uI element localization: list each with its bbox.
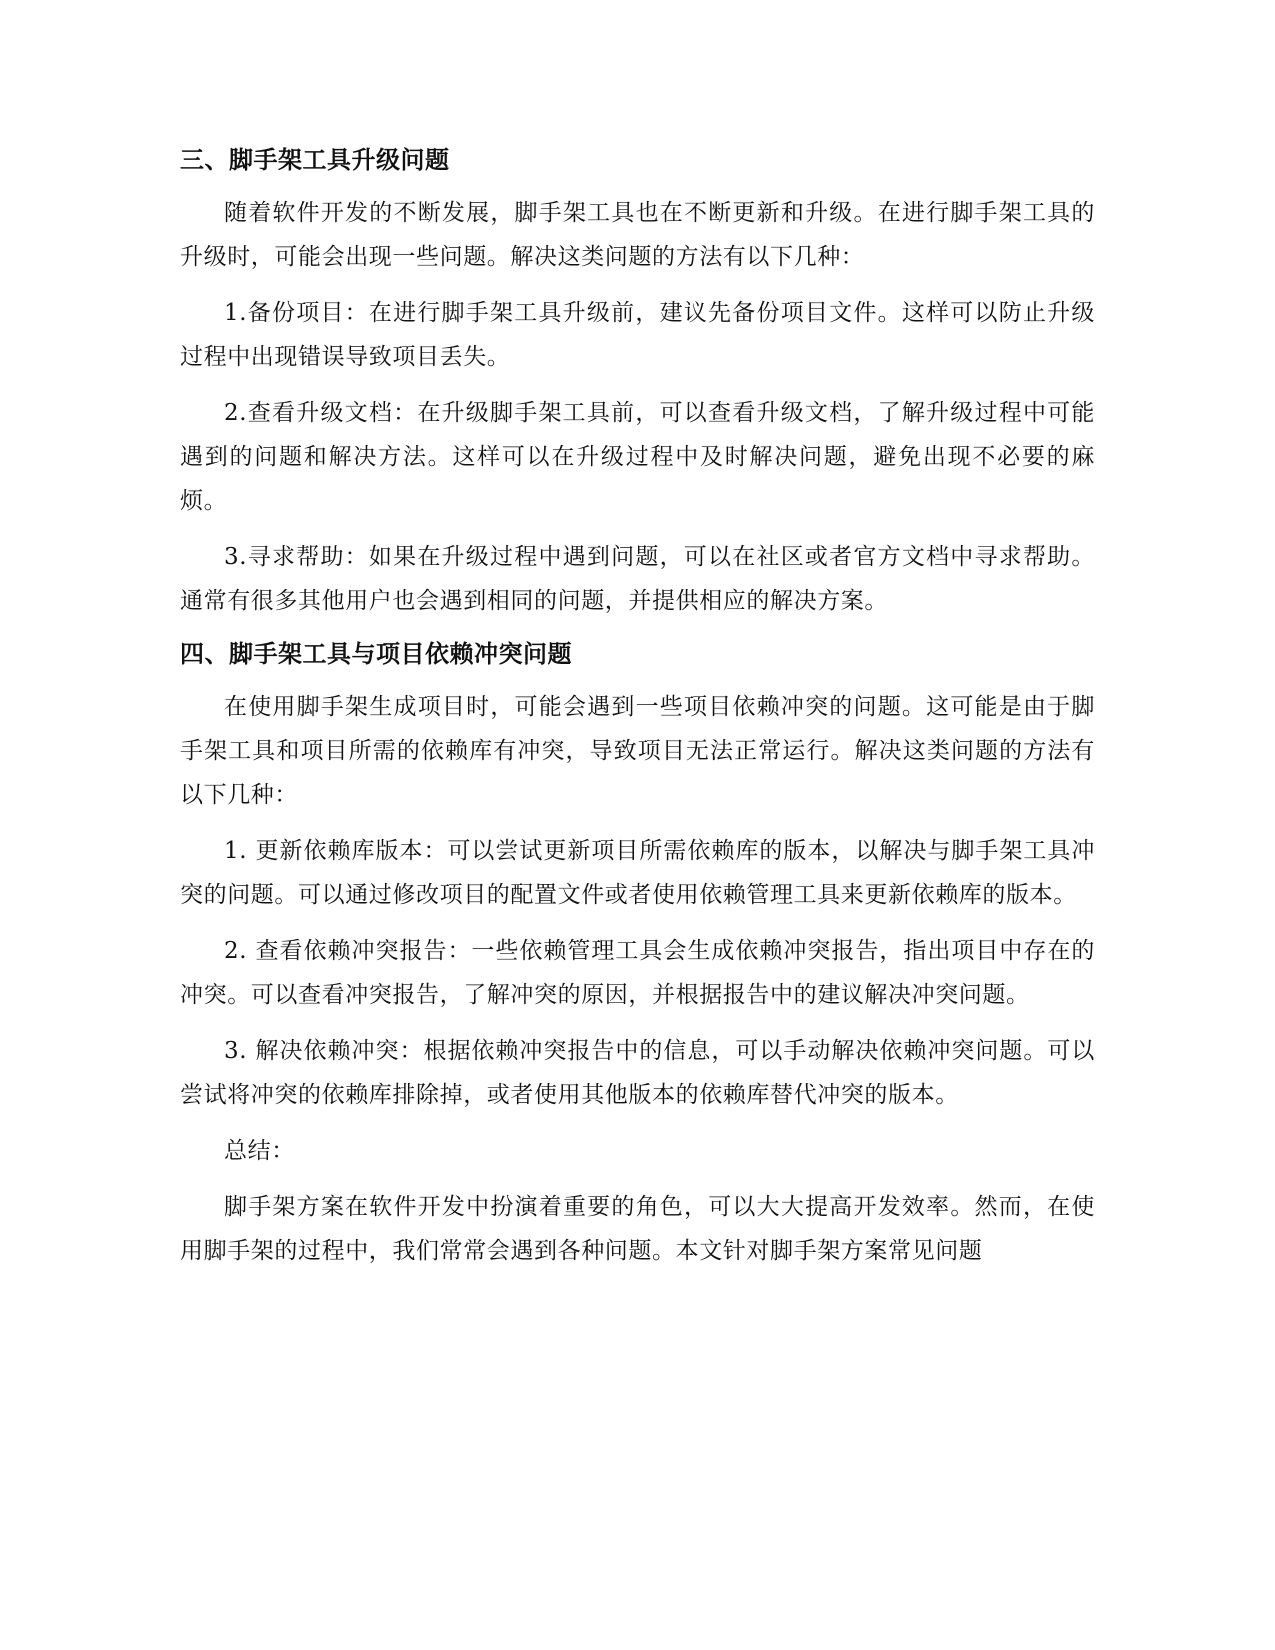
section-3 — [180, 141, 1095, 623]
section-heading: 四、脚手架工具与项目依赖冲突问题 — [180, 640, 572, 668]
list-item: 1.备份项目：在进行脚手架工具升级前，建议先备份项目文件。这样可以防止升级过程中出现错误导致项目丢失。 — [180, 300, 1095, 370]
list-item: 3. 解决依赖冲突：根据依赖冲突报告中的信息，可以手动解决依赖冲突问题。可以尝试将冲突的依赖库排除掉，或者使用其他版本的依赖库替代冲突的版本。 — [180, 1038, 1095, 1108]
list-item: 2.查看升级文档：在升级脚手架工具前，可以查看升级文档，了解升级过程中可能遇到的问题和解决方法。这样可以在升级过程中及时解决问题，避免出现不必要的麻烦。 — [180, 400, 1095, 514]
summary-label: 总结： — [224, 1138, 295, 1164]
paragraph: 脚手架方案在软件开发中扮演着重要的角色，可以大大提高开发效率。然而，在使用脚手架的过程中，我们常常会遇到各种问题。本文针对脚手架方案常见问题 — [180, 1194, 1095, 1264]
list-item: 1. 更新依赖库版本：可以尝试更新项目所需依赖库的版本，以解决与脚手架工具冲突的问题。可以通过修改项目的配置文件或者使用依赖管理工具来更新依赖库的版本。 — [180, 838, 1095, 908]
section-heading: 三、脚手架工具升级问题 — [180, 146, 450, 174]
list-item: 2. 查看依赖冲突报告：一些依赖管理工具会生成依赖冲突报告，指出项目中存在的冲突。可以查看冲突报告，了解冲突的原因，并根据报告中的建议解决冲突问题。 — [180, 938, 1095, 1008]
paragraph: 在使用脚手架生成项目时，可能会遇到一些项目依赖冲突的问题。这可能是由于脚手架工具和项目所需的依赖库有冲突，导致项目无法正常运行。解决这类问题的方法有以下几种： — [180, 694, 1095, 808]
document-page — [180, 141, 1095, 1285]
paragraph: 随着软件开发的不断发展，脚手架工具也在不断更新和升级。在进行脚手架工具的升级时，可能会出现一些问题。解决这类问题的方法有以下几种： — [180, 200, 1095, 270]
section-4 — [180, 635, 1095, 1273]
list-item: 3.寻求帮助：如果在升级过程中遇到问题，可以在社区或者官方文档中寻求帮助。通常有很多其他用户也会遇到相同的问题，并提供相应的解决方案。 — [180, 544, 1095, 614]
